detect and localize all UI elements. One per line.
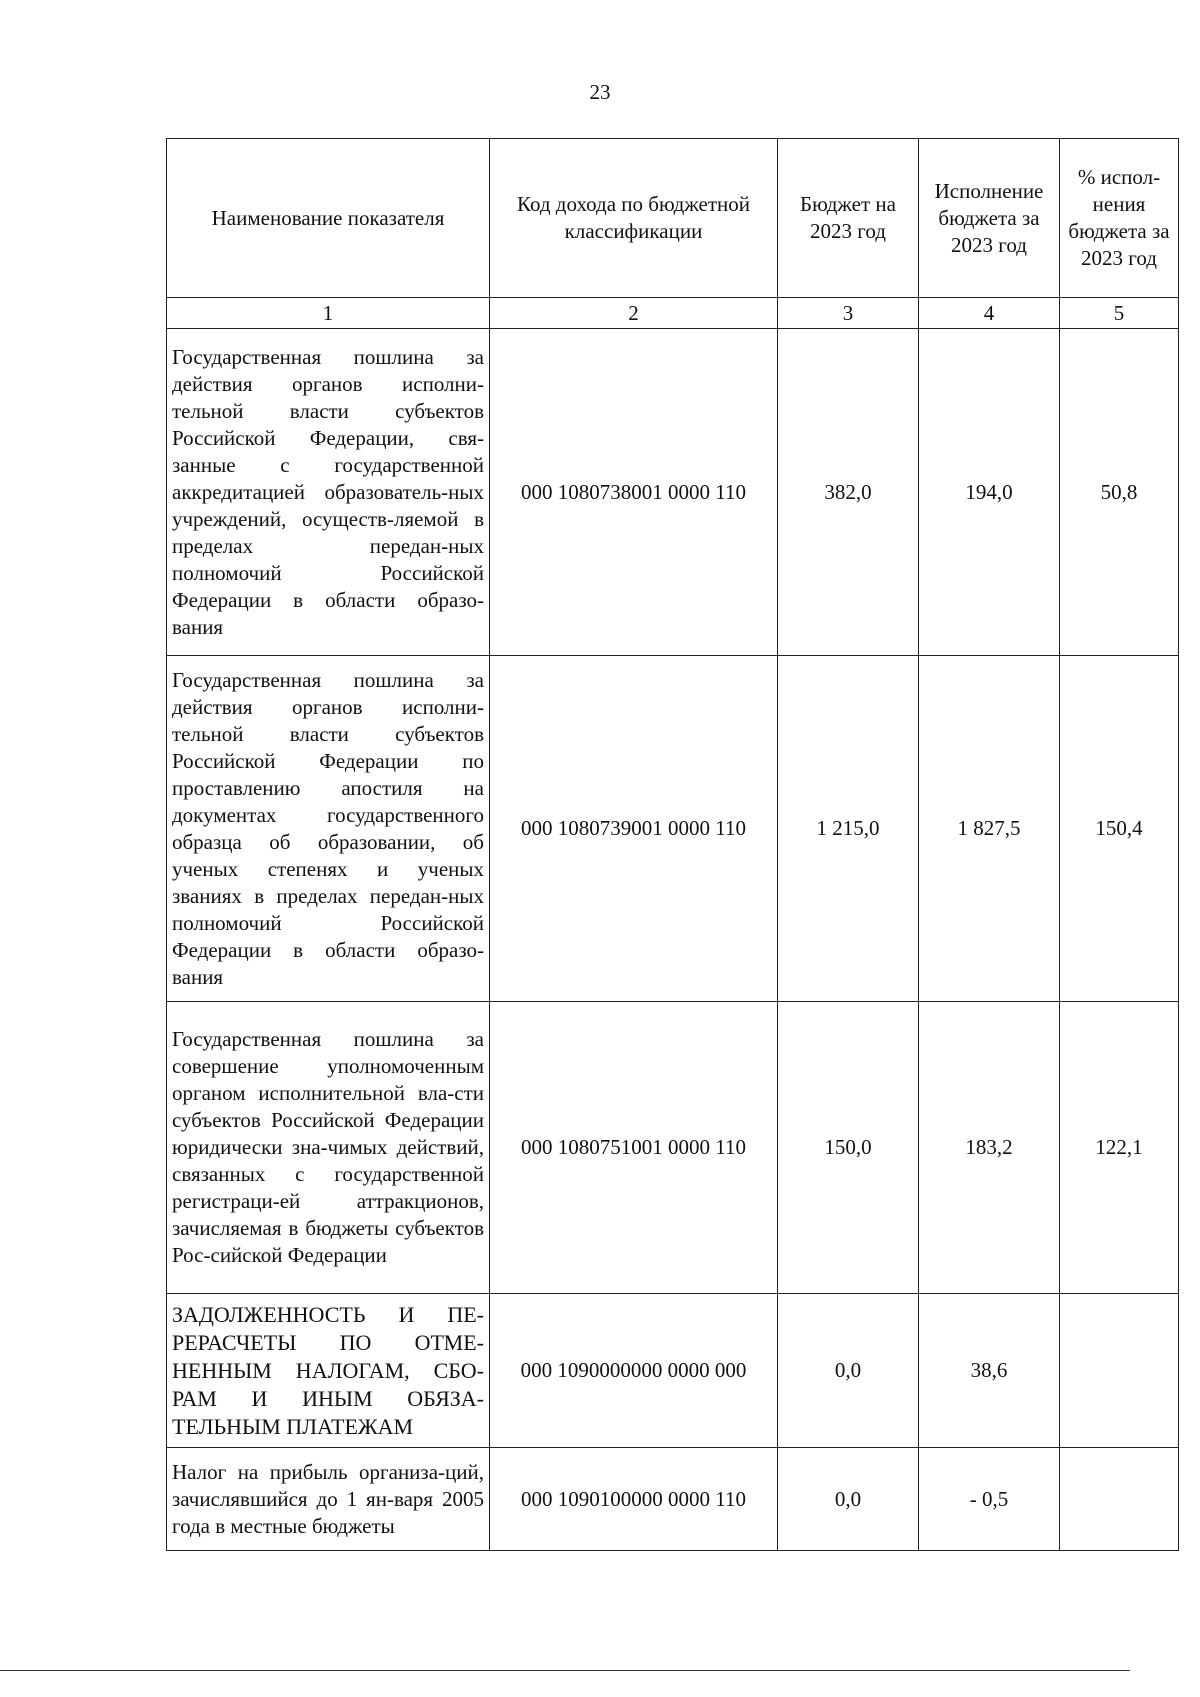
percent-value: 50,8 bbox=[1060, 329, 1179, 656]
page-number: 23 bbox=[589, 80, 611, 104]
indicator-name: Государственная пошлина за действия органов исполни-тельной власти субъектов Российской Федерации, свя-занные с государственной аккредитацией образователь-ных учреждений, осуществ-ляемой в пределах передан-ных полномочий Российской Федерации в области образо-вания bbox=[167, 329, 490, 656]
table-row bbox=[167, 329, 1179, 656]
table-row bbox=[167, 1294, 1179, 1448]
column-number: 3 bbox=[778, 298, 919, 329]
execution-value: 38,6 bbox=[919, 1294, 1060, 1448]
header-execution-2023: Исполнение бюджета за 2023 год bbox=[919, 139, 1060, 298]
table-row bbox=[167, 656, 1179, 1002]
execution-value: 183,2 bbox=[919, 1002, 1060, 1294]
header-indicator-name: Наименование показателя bbox=[167, 139, 490, 298]
table-row bbox=[167, 1448, 1179, 1551]
income-code: 000 1080751001 0000 110 bbox=[490, 1002, 778, 1294]
header-execution-percent: % испол-нения бюджета за 2023 год bbox=[1060, 139, 1179, 298]
execution-value: 1 827,5 bbox=[919, 656, 1060, 1002]
budget-value: 382,0 bbox=[778, 329, 919, 656]
income-code: 000 1080738001 0000 110 bbox=[490, 329, 778, 656]
footer-scan-line bbox=[0, 1670, 1130, 1671]
indicator-name: ЗАДОЛЖЕННОСТЬ И ПЕ-РЕРАСЧЕТЫ ПО ОТМЕ-НЕННЫМ НАЛОГАМ, СБО-РАМ И ИНЫМ ОБЯЗА-ТЕЛЬНЫМ ПЛАТЕЖАМ bbox=[167, 1294, 490, 1448]
income-code: 000 1090000000 0000 000 bbox=[490, 1294, 778, 1448]
indicator-name: Налог на прибыль организа-ций, зачислявшийся до 1 ян-варя 2005 года в местные бюджеты bbox=[167, 1448, 490, 1551]
column-number: 5 bbox=[1060, 298, 1179, 329]
indicator-name: Государственная пошлина за действия органов исполни-тельной власти субъектов Российской Федерации по проставлению апостиля на документах государственного образца об образовании, об ученых степенях и ученых званиях в пределах передан-ных полномочий Российской Федерации в области образо-вания bbox=[167, 656, 490, 1002]
percent-value: 150,4 bbox=[1060, 656, 1179, 1002]
percent-value bbox=[1060, 1448, 1179, 1551]
budget-value: 150,0 bbox=[778, 1002, 919, 1294]
column-number: 4 bbox=[919, 298, 1060, 329]
table-row bbox=[167, 1002, 1179, 1294]
column-number: 2 bbox=[490, 298, 778, 329]
table-header-row bbox=[167, 139, 1179, 298]
income-code: 000 1080739001 0000 110 bbox=[490, 656, 778, 1002]
percent-value bbox=[1060, 1294, 1179, 1448]
execution-value: 194,0 bbox=[919, 329, 1060, 656]
budget-value: 0,0 bbox=[778, 1294, 919, 1448]
header-budget-2023: Бюджет на 2023 год bbox=[778, 139, 919, 298]
budget-table bbox=[166, 138, 1179, 1551]
column-number-row bbox=[167, 298, 1179, 329]
column-number: 1 bbox=[167, 298, 490, 329]
income-code: 000 1090100000 0000 110 bbox=[490, 1448, 778, 1551]
execution-value: - 0,5 bbox=[919, 1448, 1060, 1551]
header-income-code: Код дохода по бюджетной классификации bbox=[490, 139, 778, 298]
percent-value: 122,1 bbox=[1060, 1002, 1179, 1294]
budget-value: 1 215,0 bbox=[778, 656, 919, 1002]
budget-value: 0,0 bbox=[778, 1448, 919, 1551]
indicator-name: Государственная пошлина за совершение уполномоченным органом исполнительной вла-сти субъектов Российской Федерации юридически зна-чимых действий, связанных с государственной регистраци-ей аттракционов, зачисляемая в бюджеты субъектов Рос-сийской Федерации bbox=[167, 1002, 490, 1294]
